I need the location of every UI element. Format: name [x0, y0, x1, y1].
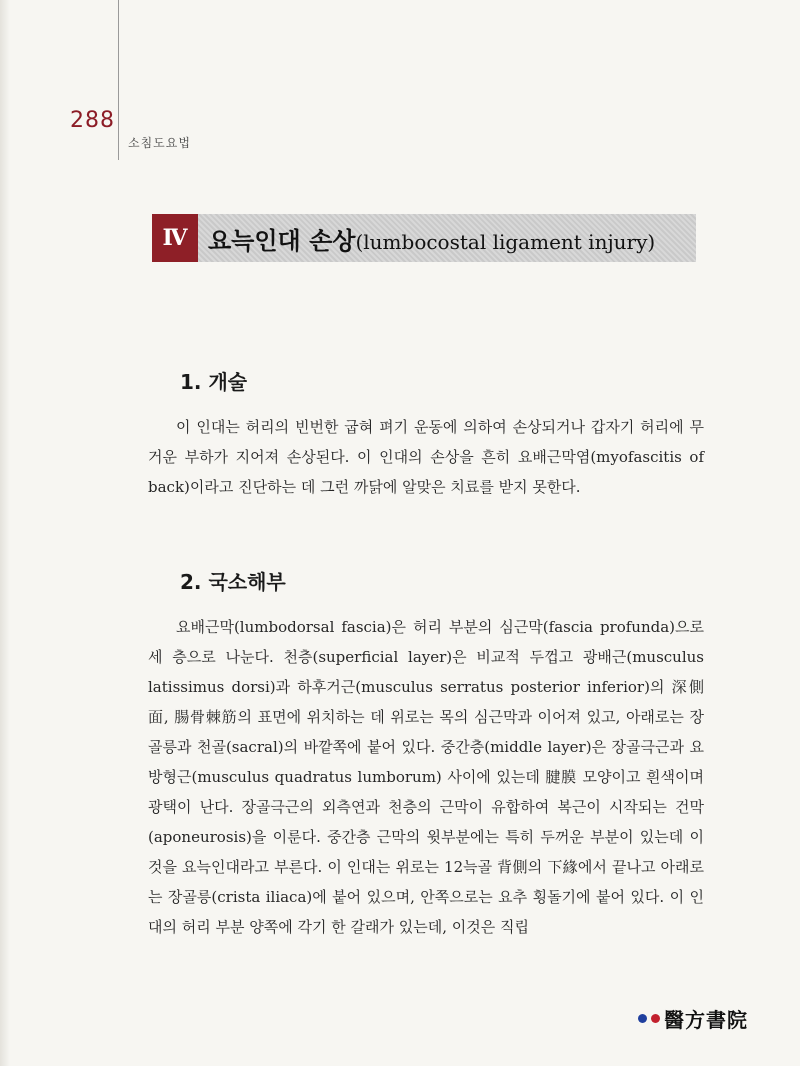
- publisher-logo: [638, 1004, 748, 1033]
- binding-shadow: [0, 0, 10, 1066]
- running-head: 소침도요법: [128, 136, 191, 150]
- red-dot-icon: [651, 1014, 660, 1023]
- section-numeral: Ⅳ: [152, 214, 198, 262]
- subsection-paragraph-overview: 이 인대는 허리의 빈번한 굽혀 펴기 운동에 의하여 손상되거나 갑자기 허리에 무거운 부하가 지어져 손상된다. 이 인대의 손상을 흔히 요배근막염(myofascitis of back)이라고 진단하는 데 그런 까닭에 알맞은 치료를 받지 못한다.: [148, 418, 704, 496]
- section-title: [208, 221, 655, 256]
- subsection-heading-overview: 1. 개술: [180, 370, 248, 394]
- blue-dot-icon: [638, 1014, 647, 1023]
- subsection-paragraph-anatomy: 요배근막(lumbodorsal fascia)은 허리 부분의 심근막(fascia profunda)으로 세 층으로 나눈다. 천층(superficial layer)은 비교적 두껍고 광배근(musculus latissimus dorsi)과 하후거근(musculus serratus posterior inferior)의 深側面, 腸骨棘筋의 표면에 위치하는 데 위로는 목의 심근막과 이어져 있고, 아래로는 장골릉과 천골(sacral)의 바깥쪽에 붙어 있다. 중간층(middle layer)은 장골극근과 요방형근(musculus quadratus lumborum) 사이에 있는데 腱膜 모양이고 흰색이며 광택이 난다. 장골극근의 외측연과 천층의 근막이 유합하여 복근이 시작되는 건막(aponeurosis)을 이룬다. 중간층 근막의 윗부분에는 특히 두꺼운 부분이 있는데 이것을 요늑인대라고 부른다. 이 인대는 위로는 12늑골 背側의 下緣에서 끝나고 아래로는 장골릉(crista iliaca)에 붙어 있으며, 안쪽으로는 요추 횡돌기에 붙어 있다. 이 인대의 허리 부분 양쪽에 각기 한 갈래가 있는데, 이것은 직립: [148, 618, 704, 936]
- page-number: 288: [70, 108, 115, 133]
- header-divider: [118, 0, 119, 160]
- section-banner: [152, 214, 696, 262]
- subsection-heading-anatomy: 2. 국소해부: [180, 570, 286, 594]
- section-title-english: (lumbocostal ligament injury): [355, 229, 656, 254]
- section-title-korean: 요늑인대 손상: [208, 226, 356, 255]
- publisher-name: 醫方書院: [664, 1008, 748, 1032]
